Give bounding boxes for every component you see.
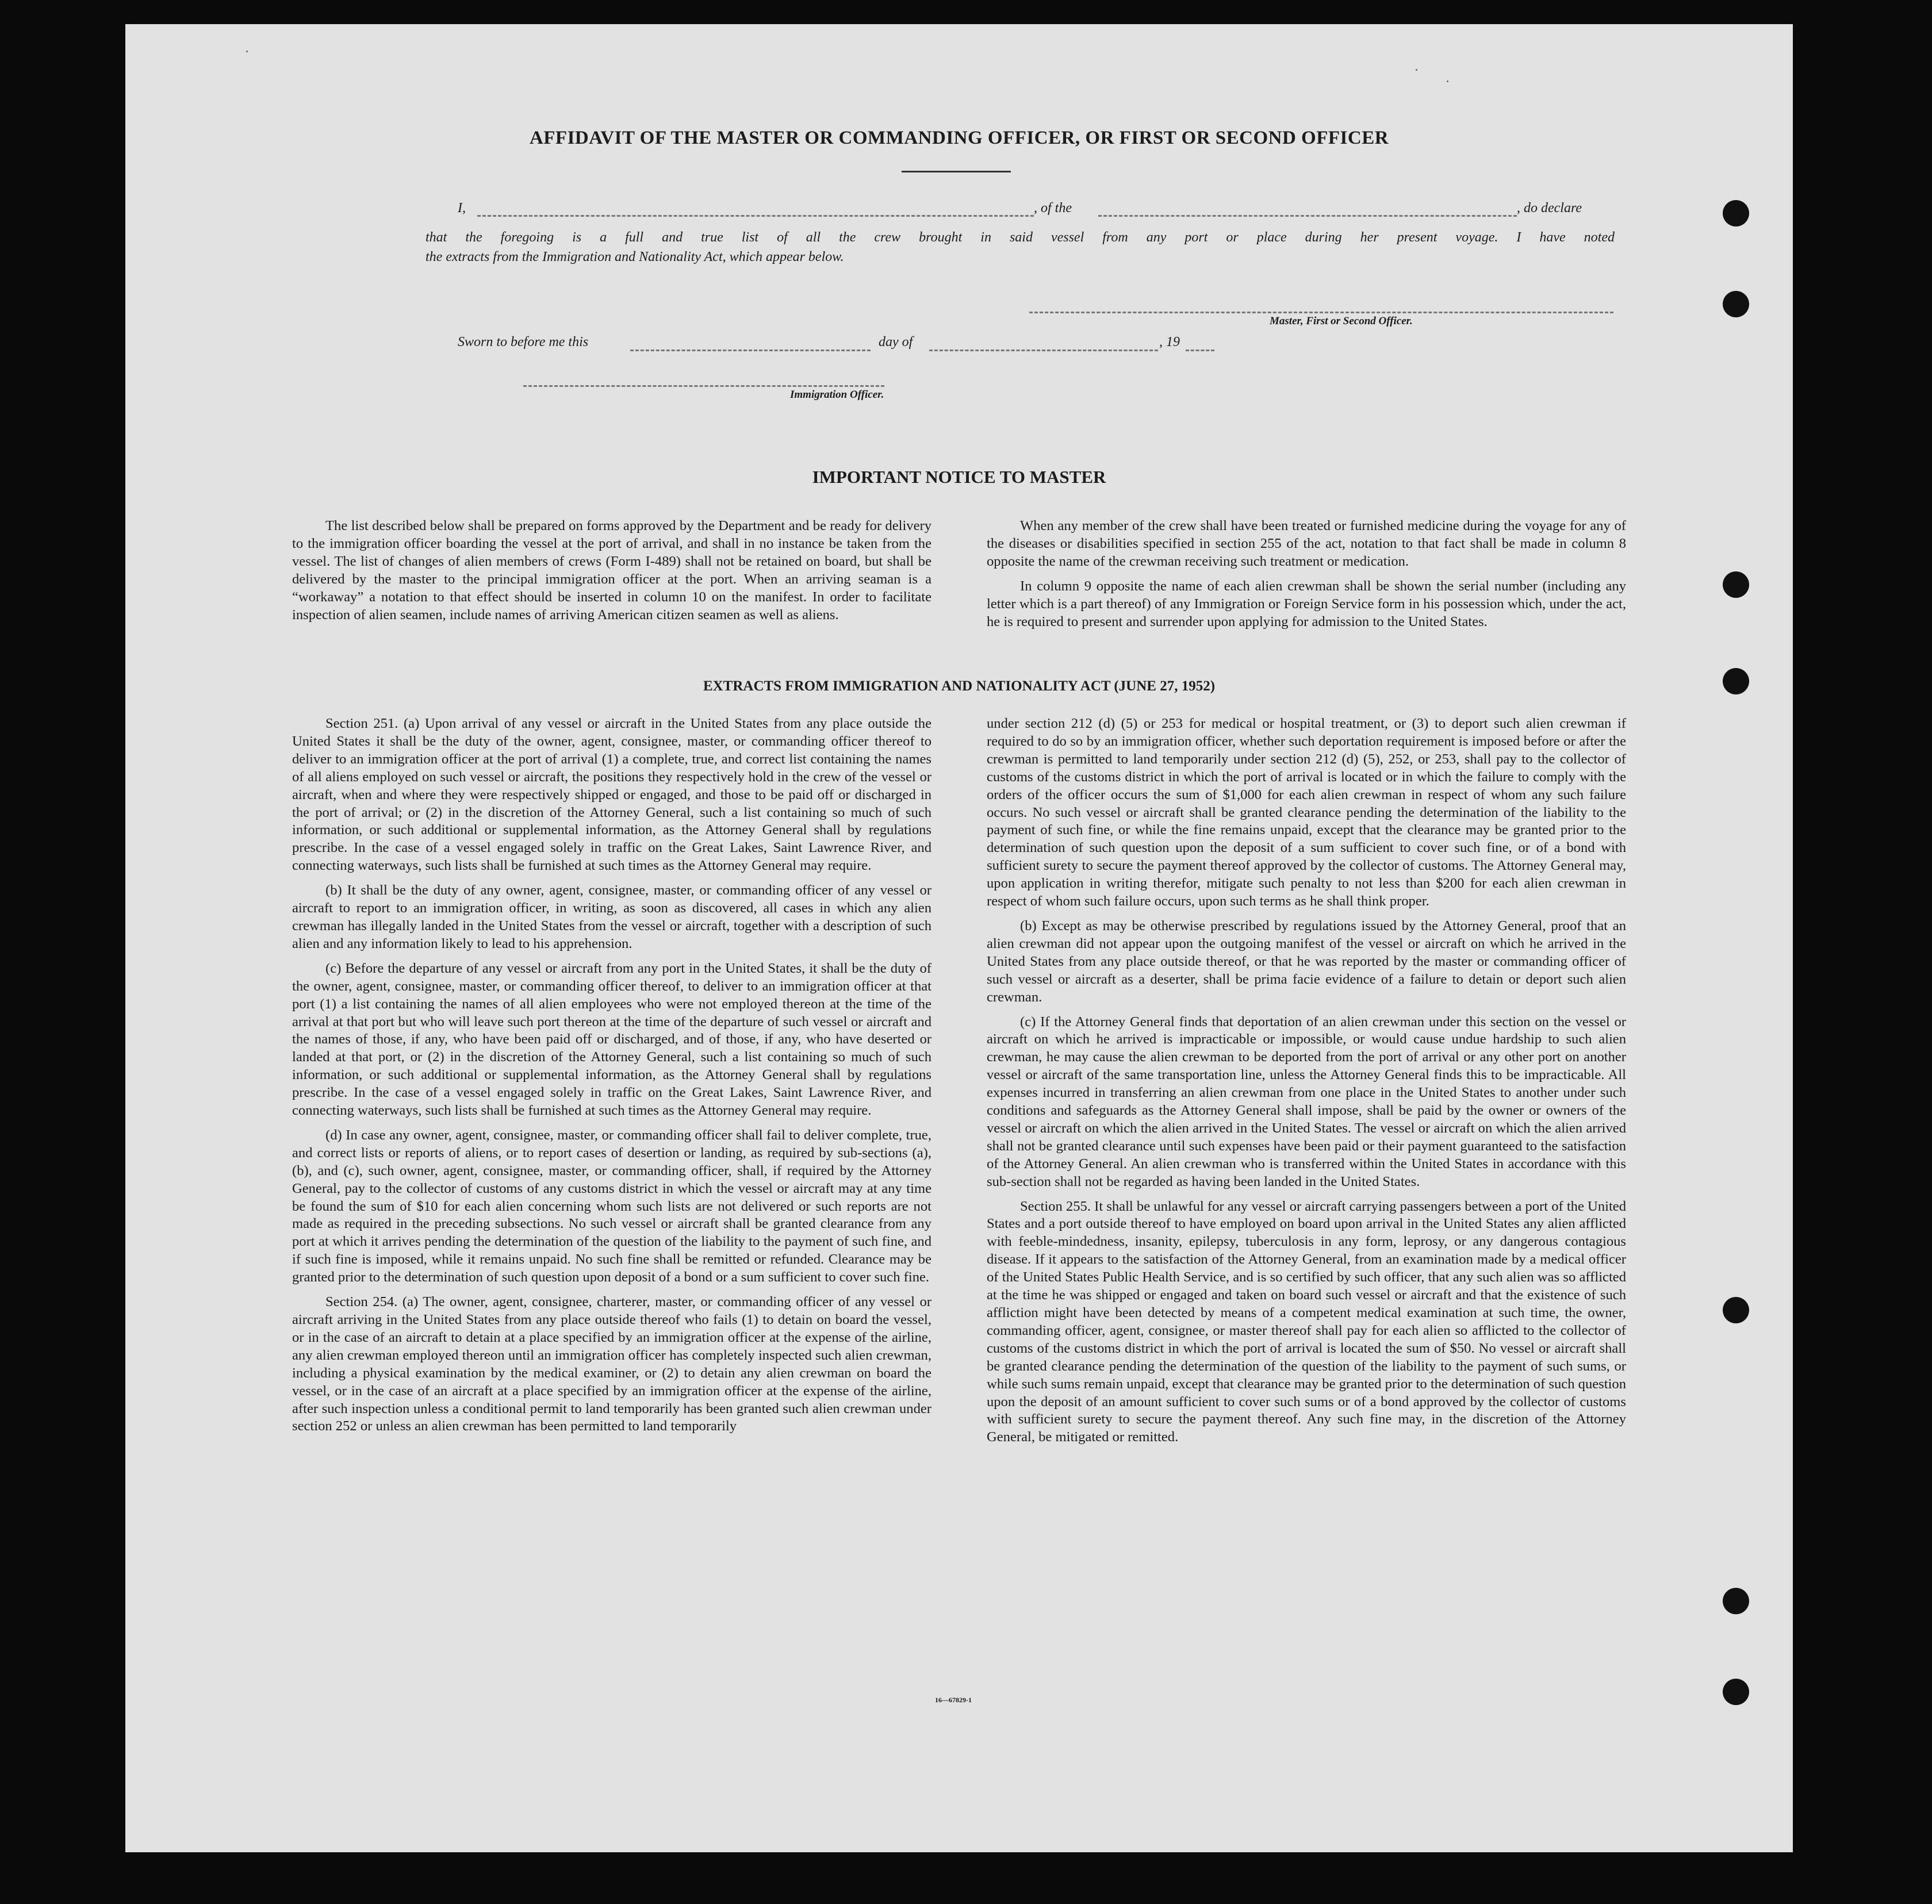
binder-hole — [1723, 1297, 1749, 1323]
binder-hole — [1723, 200, 1749, 227]
binder-hole — [1723, 1588, 1749, 1614]
extracts-title: EXTRACTS FROM IMMIGRATION AND NATIONALITY ACT (JUNE 27, 1952) — [703, 678, 1216, 694]
sworn-year-field-line[interactable] — [1186, 350, 1214, 351]
section-paragraph: (b) It shall be the duty of any owner, agent, consignee, master, or commanding officer of any vessel or aircraft to report to an immigration officer, in writing, as soon as discovered, all cases in which any alien crewman has illegally landed in the United States from the vessel or aircraft, together with a description of such alien and any information likely to lead to his apprehension. — [292, 882, 931, 951]
section-paragraph: Section 255. It shall be unlawful for any vessel or aircraft carrying passengers between a port of the United States and a port outside thereof to have employed on board upon arrival in the United States any alien afflicted with feeble-mindedness, insanity, epilepsy, tuberculosis in any form, leprosy, or any dangerous contagious disease. If it appears to the satisfaction of the Attorney General, from an examination made by a medical officer of the United States Public Health Service, and is so certified by such officer, that any such alien was so afflicted at the time he was shipped or engaged and taken on board such vessel or aircraft and that the existence of such affliction might have been detected by means of a competent medical examination at such time, the owner, commanding officer, agent, consignee, or master thereof shall pay for each alien so afflicted to the collector of customs of the customs district in which the port of arrival is located the sum of $50. No vessel or aircraft shall be granted clearance pending the determination of the question of the liability to the payment of such sums, or while such sums remain unpaid, except that clearance may be granted prior to the determination of such question upon the deposit of an amount sufficient to cover such sums or of a bond approved by the collector of customs with sufficient surety to secure the payment thereof. Any such fine may, in the discretion of the Attorney General, be mitigated or remitted. — [987, 1198, 1626, 1445]
notice-right-column — [987, 517, 1626, 631]
notice-paragraph: When any member of the crew shall have been treated or furnished medicine during the voyage for any of the diseases or disabilities specified in section 255 of the act, notation to that fact shall be made in column 8 opposite the name of the crewman receiving such treatment or medication. — [987, 518, 1626, 569]
notice-paragraph: In column 9 opposite the name of each alien crewman shall be shown the serial number (including any letter which is a part thereof) of any Immigration or Foreign Service form in his possession which, under the act, he is required to present and surrender upon applying for admission to the United States. — [987, 578, 1626, 629]
extracts-left-column — [292, 715, 931, 1435]
binder-hole — [1723, 571, 1749, 598]
declaration-line-1: that the foregoing is a full and true list of all the crew brought in said vessel from any port or place during her present voyage. I have noted — [425, 230, 1615, 245]
section-paragraph: Section 254. (a) The owner, agent, consignee, charterer, master, or commanding officer of any vessel or aircraft arriving in the United States from any place outside thereof who fails (1) to detain on board the vessel, or in the case of an aircraft to detain at a place specified by an immigration officer at the expense of the airline, any alien crewman employed thereon until an immigration officer has completely inspected such alien crewman, including a physical examination by the medical examiner, or (2) to detain any alien crewman on board the vessel, or in the case of an aircraft at a place specified by an immigration officer at the expense of the airline, after such inspection unless a conditional permit to land temporarily has been granted such alien crewman under section 252 or unless an alien crewman has been permitted to land temporarily — [292, 1294, 931, 1434]
notice-title: IMPORTANT NOTICE TO MASTER — [812, 467, 1106, 487]
day-of-label: day of — [879, 335, 913, 350]
of-the-label: , of the — [1034, 201, 1072, 216]
scan-speck — [1447, 80, 1448, 82]
master-signature-line[interactable] — [1029, 312, 1613, 313]
notice-paragraph: The list described below shall be prepared on forms approved by the Department and be ready for delivery to the immigration officer boarding the vessel at the port of arrival, and shall in no instance be taken from the vessel. The list of changes of alien members of crews (Form I-489) shall not be retained on board, but shall be delivered by the master to the principal immigration officer at the port. When an arriving seaman is a “workaway” a notation to that effect should be inserted in column 10 on the manifest. In order to facilitate inspection of alien seamen, include names of arriving American citizen seamen as well as aliens. — [292, 518, 931, 623]
section-paragraph: (c) If the Attorney General finds that deportation of an alien crewman under this section on the vessel or aircraft on which he arrived is impracticable or impossible, or would cause undue hardship to such alien crewman, he may cause the alien crewman to be deported from the port of arrival or any other port on another vessel or aircraft of the same transportation line, unless the Attorney General finds this to be impracticable. All expenses incurred in transferring an alien crewman from one place in the United States to another under such conditions and safeguards as the Attorney General shall impose, shall be paid by the owner or owners of the vessel or aircraft on which the alien arrived in the United States. The vessel or aircraft on which the alien arrived shall not be granted clearance until such expenses have been paid or their payment guaranteed to the satisfaction of the Attorney General. An alien crewman who is transferred within the United States in accordance with this sub-section shall not be regarded as having been landed in the United States. — [987, 1014, 1626, 1189]
section-paragraph: Section 251. (a) Upon arrival of any vessel or aircraft in the United States from any place outside the United States it shall be the duty of the owner, agent, consignee, master, or commanding officer thereof to deliver to an immigration officer at the port of arrival (1) a complete, true, and correct list containing the names of all aliens employed on such vessel or aircraft, the positions they respectively hold in the crew of the vessel or aircraft, when and where they were respectively shipped or engaged, and those to be paid off or discharged in the port of arrival; or (2) in the discretion of the Attorney General, such a list containing so much of such information, or such additional or supplemental information, as the Attorney General shall by regulations prescribe. In the case of a vessel engaged solely in traffic on the Great Lakes, Saint Lawrence River, and connecting waterways, such lists shall be furnished at such times as the Attorney General may require. — [292, 716, 931, 874]
sworn-label: Sworn to before me this — [458, 335, 589, 350]
form-number: 16—67829-1 — [935, 1696, 972, 1704]
section-paragraph: (b) Except as may be otherwise prescribed by regulations issued by the Attorney General, proof that an alien crewman did not appear upon the outgoing manifest of the vessel or aircraft on which he arrived in the United States from any place outside thereof, or that he was reported by the master or commanding officer of such vessel or aircraft as a deserter, shall be prima facie evidence of a failure to detain or deport such alien crewman. — [987, 918, 1626, 1005]
year-label: , 19 — [1159, 335, 1180, 350]
section-paragraph: (c) Before the departure of any vessel or aircraft from any port in the United States, it shall be the duty of the owner, agent, consignee, master, or commanding officer thereof, to deliver to an immigration officer at that port (1) a list containing the names of all alien employees who were not employed thereon at the time of the arrival at that port but who will leave such port thereon at the time of the departure of such vessel or aircraft and the names of those, if any, who have been paid off or discharged, and of those, if any, who have deserted or landed at that port, or (2) in the discretion of the Attorney General, such a list containing so much of such information, or such additional or supplemental information, as the Attorney General shall by regulations prescribe. In the case of a vessel engaged solely in traffic on the Great Lakes, Saint Lawrence River, and connecting waterways, such lists shall be furnished at such times as the Attorney General may require. — [292, 960, 931, 1119]
officer-signature-caption: Immigration Officer. — [790, 389, 884, 401]
affidavit-title: AFFIDAVIT OF THE MASTER OR COMMANDING OFFICER, OR FIRST OR SECOND OFFICER — [529, 128, 1389, 148]
do-declare-label: , do declare — [1517, 201, 1582, 216]
notice-left-column — [292, 517, 931, 624]
vessel-field-line[interactable] — [1098, 215, 1517, 217]
document-page — [125, 24, 1793, 1852]
section-paragraph: (d) In case any owner, agent, consignee, master, or commanding officer shall fail to deliver complete, true, and correct lists or reports of aliens, or to report cases of desertion or landing, as required by sub-sections (a), (b), and (c), such owner, agent, consignee, master, or commanding officer, shall, if required by the Attorney General, pay to the collector of customs of any customs district in which the vessel or aircraft may at any time be found the sum of $10 for each alien concerning whom such lists are not delivered or such reports are not made as required in the preceding subsections. No such vessel or aircraft shall be granted clearance from any port at which it arrives pending the determination of the question of the liability to the payment of such fine, and if such fine is imposed, while it remains unpaid. No such fine shall be remitted or refunded. Clearance may be granted prior to the determination of such question upon deposit of a bond or a sum sufficient to cover such fine. — [292, 1127, 931, 1285]
section-paragraph: under section 212 (d) (5) or 253 for medical or hospital treatment, or (3) to deport such alien crewman if required to do so by an immigration officer, whether such deportation requirement is imposed before or after the crewman is permitted to land temporarily under section 212 (d) (5), 252, or 253, shall pay to the collector of customs of the customs district in which the port of arrival is located or in which the failure to comply with the orders of the officer occurs the sum of $1,000 for each alien crewman in respect of whom any such failure occurs. No such vessel or aircraft shall be granted clearance pending the determination of the liability to the payment of such fine, or while the fine remains unpaid, except that the clearance may be granted prior to the determination of such question upon the deposit of a sum sufficient to cover such fine, or of a bond with sufficient surety to secure the payment thereof approved by the collector of customs. The Attorney General may, upon application in writing therefor, mitigate such penalty to not less than $200 for each alien crewman in respect of whom such failure occurs, upon such terms as he shall think proper. — [987, 716, 1626, 909]
i-label: I, — [458, 201, 466, 216]
title-underline — [902, 171, 1011, 172]
scan-speck — [246, 51, 248, 52]
name-field-line[interactable] — [477, 215, 1034, 217]
binder-hole — [1723, 291, 1749, 317]
extracts-right-column — [987, 715, 1626, 1446]
sworn-day-field-line[interactable] — [630, 350, 871, 351]
master-signature-caption: Master, First or Second Officer. — [1270, 315, 1413, 327]
declaration-line-2: the extracts from the Immigration and Nationality Act, which appear below. — [425, 249, 844, 264]
binder-hole — [1723, 1679, 1749, 1705]
binder-hole — [1723, 668, 1749, 694]
sworn-month-field-line[interactable] — [929, 350, 1158, 351]
scan-speck — [1416, 69, 1417, 71]
officer-signature-line[interactable] — [523, 385, 884, 387]
